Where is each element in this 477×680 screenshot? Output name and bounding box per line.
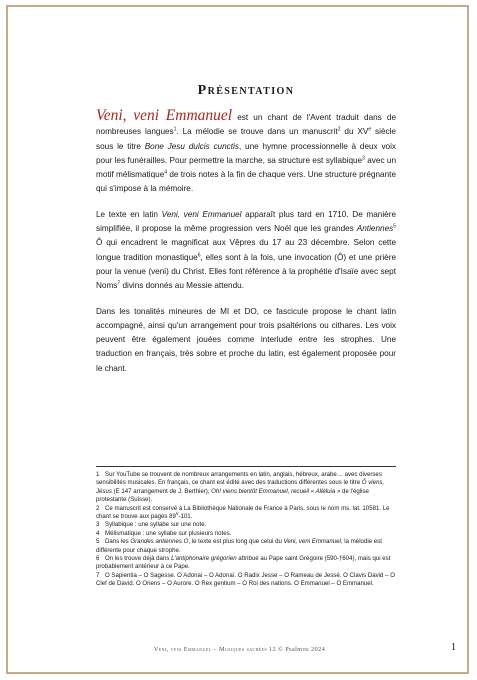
- footnote-ref: 3: [362, 155, 365, 162]
- italic-run: Oh! viens bientôt Emmanuel, recueil « Alléluia »: [211, 487, 341, 495]
- superscript: v: [175, 511, 179, 517]
- text-run: (E 147 arrangement de J. Berthier),: [111, 487, 212, 495]
- superscript: e: [368, 126, 372, 133]
- text-run: de trois notes à la fin de chaque vers. Une structure prégnante qui s'impose à la mémoire.: [96, 170, 396, 194]
- footnote-7: [96, 572, 396, 589]
- footnote-number: 5: [96, 538, 100, 546]
- text-run: O Sapientia – O Sagesse. O Adonai – O Adonaï. O Radix Jesse – O Rameau de Jessé. O Clavis David – O Clef de David. O Oriens – O Aurore. O Rex gentium – O Roi des nations. O Emmanuel – O Emmanuel.: [96, 571, 395, 588]
- page-number: 1: [451, 642, 456, 653]
- text-run: siècle sous le titre: [96, 127, 396, 151]
- paragraph-latin-text: [96, 208, 396, 294]
- text-run: est un chant de l'Avent traduit dans de nombreuses langues: [96, 113, 396, 137]
- text-run: , une hymne processionnelle à deux voix pour les funérailles. Pour permettre la marche, sa structure est syllabique: [96, 141, 397, 165]
- text-run: On les trouve déjà dans: [105, 555, 172, 563]
- footnote-number: 3: [96, 521, 100, 529]
- lead-title: Veni, veni Emmanuel: [96, 107, 233, 124]
- footnote-ref: 4: [164, 169, 168, 176]
- page-title: Présentation: [197, 83, 295, 98]
- text-run: apparaît plus tard en 1710. De manière simplifiée, il propose la même progression vers Noël que les grandes: [96, 209, 396, 234]
- footer-copyright: © Psalmos 2024: [278, 646, 326, 653]
- italic-run: Antiennes: [356, 224, 394, 234]
- footnote-number: 7: [96, 571, 100, 579]
- italic-run: Bone Jesu dulcis cunctis: [144, 141, 239, 151]
- footnote-number: 2: [96, 504, 100, 512]
- text-run: divins donnés au Messie attendu.: [120, 281, 244, 291]
- text-run: Ce manuscrit est conservé à La Bibliothèque Nationale de France à Paris, sous le nom ms. lat. 10581. Le chant se trouve aux pages 89: [96, 504, 390, 521]
- footnote-ref: 7: [117, 280, 121, 287]
- text-run: , la mélodie est différente pour chaque strophe.: [96, 538, 382, 554]
- paragraph-intro: [96, 109, 396, 197]
- footnote-ref: 5: [393, 223, 396, 230]
- footnote-ref: 2: [337, 126, 341, 133]
- text-run: avec un motif mélismatique: [96, 155, 397, 180]
- text-run: du XV: [340, 127, 369, 137]
- text-run: Dans les: [105, 538, 131, 546]
- footer-title: Veni, veni Emmanuel: [153, 646, 212, 653]
- text-run: . La mélodie se trouve dans un manuscrit: [176, 127, 338, 137]
- text-run: Mélismatique : une syllabe sur plusieurs notes.: [105, 529, 232, 537]
- italic-run: Ô viens, Jésus: [96, 479, 385, 495]
- footnote-1: [96, 471, 396, 505]
- text-run: -101.: [178, 513, 193, 521]
- paragraph-arrangement: Dans les tonalités mineures de MI et DO, ce fascicule propose le chant latin accompagné, ainsi qu'un arrangement pour trois psaltérions ou cithares. Les voix peuvent être également jouées comme interlude entre les strophes. Une traduction en français, très sobre et proche du latin, est également proposée pour le chant.: [96, 306, 396, 373]
- text-run: Le texte en latin: [96, 209, 162, 219]
- footnote-number: 1: [96, 471, 100, 478]
- footer-series: Musiques sacrées 12: [218, 646, 277, 653]
- main-content: [96, 83, 396, 387]
- italic-run: Veni, veni Emmanuel: [283, 538, 341, 546]
- text-run: Syllabique : une syllabe sur une note.: [105, 521, 207, 529]
- text-run: Sur YouTube se trouvent de nombreux arrangements en latin, anglais, hébreux, arabe… avec diverses sensibilités musicales. En français, ce chant est édité avec des traductions différentes sous le titre: [96, 471, 382, 487]
- footnote-ref: 6: [197, 251, 201, 258]
- text-run: attribué au Pape saint Grégoire (590-†604), mais qui est probablement antérieur à ce Pape.: [96, 555, 391, 571]
- page-frame: [6, 5, 469, 674]
- footnote-3: [96, 521, 396, 529]
- footnote-5: [96, 538, 396, 555]
- footnote-number: 4: [96, 529, 100, 537]
- footer-separator: –: [211, 646, 219, 653]
- footnote-4: [96, 530, 396, 538]
- italic-run: Veni, veni Emmanuel: [161, 209, 242, 219]
- text-run: , elles sont à la fois, une invocation (Ô) et une prière pour la venue (veni) du Christ. Elles font référence à la prophétie d'Isaïe avec sept Noms: [96, 252, 396, 291]
- italic-run: L'antiphonaire grégorien: [171, 555, 237, 563]
- footnote-number: 6: [96, 555, 100, 563]
- text-run: de l'église protestante (Suisse).: [96, 487, 369, 504]
- text-run: , le texte est plus long que celui du: [188, 538, 284, 546]
- footnote-6: [96, 555, 396, 572]
- page-footer: [8, 646, 471, 653]
- footnotes: [96, 466, 396, 589]
- footnote-2: [96, 505, 396, 522]
- footnote-ref: 1: [173, 126, 177, 133]
- italic-run: Grandes antiennes O: [130, 538, 189, 546]
- text-run: Ô qui encadrent le magnificat aux Vêpres du 17 au 23 décembre. Selon cette longue tradition monastique: [96, 238, 396, 262]
